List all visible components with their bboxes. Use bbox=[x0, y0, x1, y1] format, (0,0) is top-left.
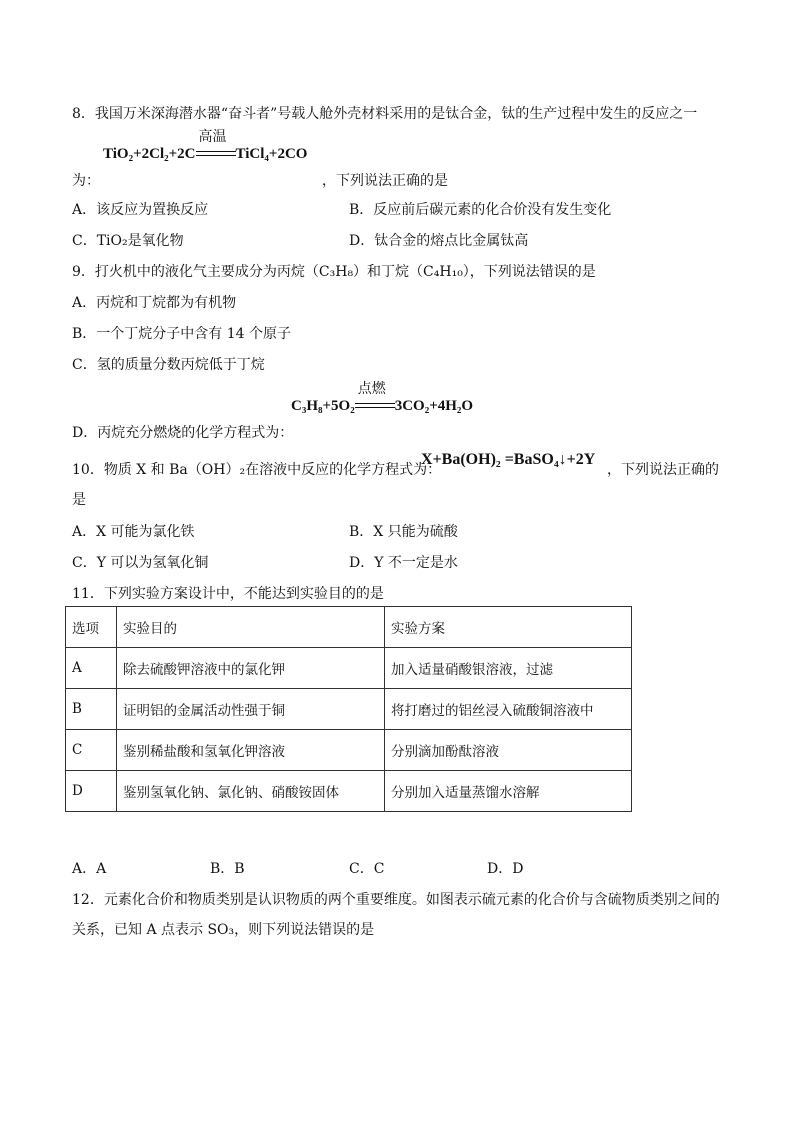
q9-stem: 9．打火机中的液化气主要成分为丙烷（C₃H₈）和丁烷（C₄H₁₀），下列说法错误的是 bbox=[72, 264, 596, 280]
table-cell: A bbox=[66, 648, 117, 689]
q11-option-a: A．A bbox=[72, 861, 107, 877]
table-row bbox=[66, 648, 632, 689]
q10-equation: X+Ba(OH)₂ =BaSO₄↓+2Y bbox=[421, 451, 596, 468]
q8-tail: ，下列说法正确的是 bbox=[322, 173, 448, 189]
table-cell: B bbox=[66, 689, 117, 730]
table-header-row bbox=[66, 607, 632, 648]
q8-eq-rhs: TiCl₄+2CO bbox=[235, 146, 308, 162]
q8-eq-condition: 高温 bbox=[198, 130, 227, 145]
q8-option-c: C．TiO₂是氧化物 bbox=[72, 233, 184, 249]
table-cell: 分别加入适量蒸馏水溶解 bbox=[385, 771, 632, 812]
q9-eq-condition: 点燃 bbox=[357, 382, 386, 397]
table-header-cell: 选项 bbox=[66, 607, 117, 648]
q9-option-b: B．一个丁烷分子中含有 14 个原子 bbox=[72, 326, 292, 342]
q8-eq-lhs: TiO₂+2Cl₂+2C bbox=[103, 146, 196, 162]
q10-stem: 10．物质 X 和 Ba（OH）₂在溶液中反应的化学方程式为： bbox=[72, 462, 442, 478]
q10-option-b: B．X 只能为硫酸 bbox=[349, 524, 458, 540]
q8-option-b: B．反应前后碳元素的化合价没有发生变化 bbox=[349, 202, 612, 218]
q8-equation bbox=[103, 130, 308, 163]
table-header-cell: 实验方案 bbox=[385, 607, 632, 648]
q9-option-d: D．丙烷充分燃烧的化学方程式为： bbox=[72, 425, 294, 441]
q11-option-b: B．B bbox=[210, 861, 245, 877]
q11-experiment-table bbox=[65, 606, 632, 812]
table-row bbox=[66, 771, 632, 812]
q12-stem-line2: 关系，已知 A 点表示 SO₃，则下列说法错误的是 bbox=[72, 922, 375, 938]
q10-option-a: A．X 可能为氯化铁 bbox=[72, 524, 195, 540]
table-cell: 鉴别稀盐酸和氢氧化钾溶液 bbox=[117, 730, 385, 771]
table-cell: 证明铝的金属活动性强于铜 bbox=[117, 689, 385, 730]
table-row bbox=[66, 689, 632, 730]
table-cell: 鉴别氢氧化钠、氯化钠、硝酸铵固体 bbox=[117, 771, 385, 812]
table-cell: 加入适量硝酸银溶液，过滤 bbox=[385, 648, 632, 689]
q8-option-a: A．该反应为置换反应 bbox=[72, 202, 209, 218]
q9-option-a: A．丙烷和丁烷都为有机物 bbox=[72, 295, 237, 311]
q11-stem: 11．下列实验方案设计中，不能达到实验目的的是 bbox=[72, 586, 384, 602]
table-cell: C bbox=[66, 730, 117, 771]
q9-eq-sign bbox=[355, 403, 395, 408]
q9-equation bbox=[291, 382, 474, 415]
q8-lead: 为： bbox=[72, 173, 100, 189]
table-cell: 分别滴加酚酞溶液 bbox=[385, 730, 632, 771]
q10-option-c: C．Y 可以为氢氧化铜 bbox=[72, 555, 209, 571]
table-cell: 除去硫酸钾溶液中的氯化钾 bbox=[117, 648, 385, 689]
q9-option-c: C．氢的质量分数丙烷低于丁烷 bbox=[72, 357, 265, 373]
q9-eq-lhs: C₃H₈+5O₂ bbox=[291, 398, 355, 414]
q11-option-d: D．D bbox=[487, 861, 524, 877]
q10-option-d: D．Y 不一定是水 bbox=[349, 555, 458, 571]
q8-stem: 8．我国万米深海潜水器“奋斗者”号载人舱外壳材料采用的是钛合金，钛的生产过程中发生的反应之一 bbox=[72, 106, 698, 122]
q8-eq-sign bbox=[196, 151, 236, 156]
q12-stem-line1: 12．元素化合价和物质类别是认识物质的两个重要维度。如图表示硫元素的化合价与含硫物质类别之间的 bbox=[72, 892, 720, 908]
table-header-cell: 实验目的 bbox=[117, 607, 385, 648]
q10-stem-line2: 是 bbox=[72, 492, 86, 508]
table-cell: D bbox=[66, 771, 117, 812]
table-row bbox=[66, 730, 632, 771]
q10-tail: ，下列说法正确的 bbox=[607, 462, 719, 478]
table-cell: 将打磨过的铝丝浸入硫酸铜溶液中 bbox=[385, 689, 632, 730]
q11-option-c: C．C bbox=[349, 861, 385, 877]
q8-option-d: D．钛合金的熔点比金属钛高 bbox=[349, 233, 529, 249]
q9-eq-rhs: 3CO₂+4H₂O bbox=[394, 398, 474, 414]
